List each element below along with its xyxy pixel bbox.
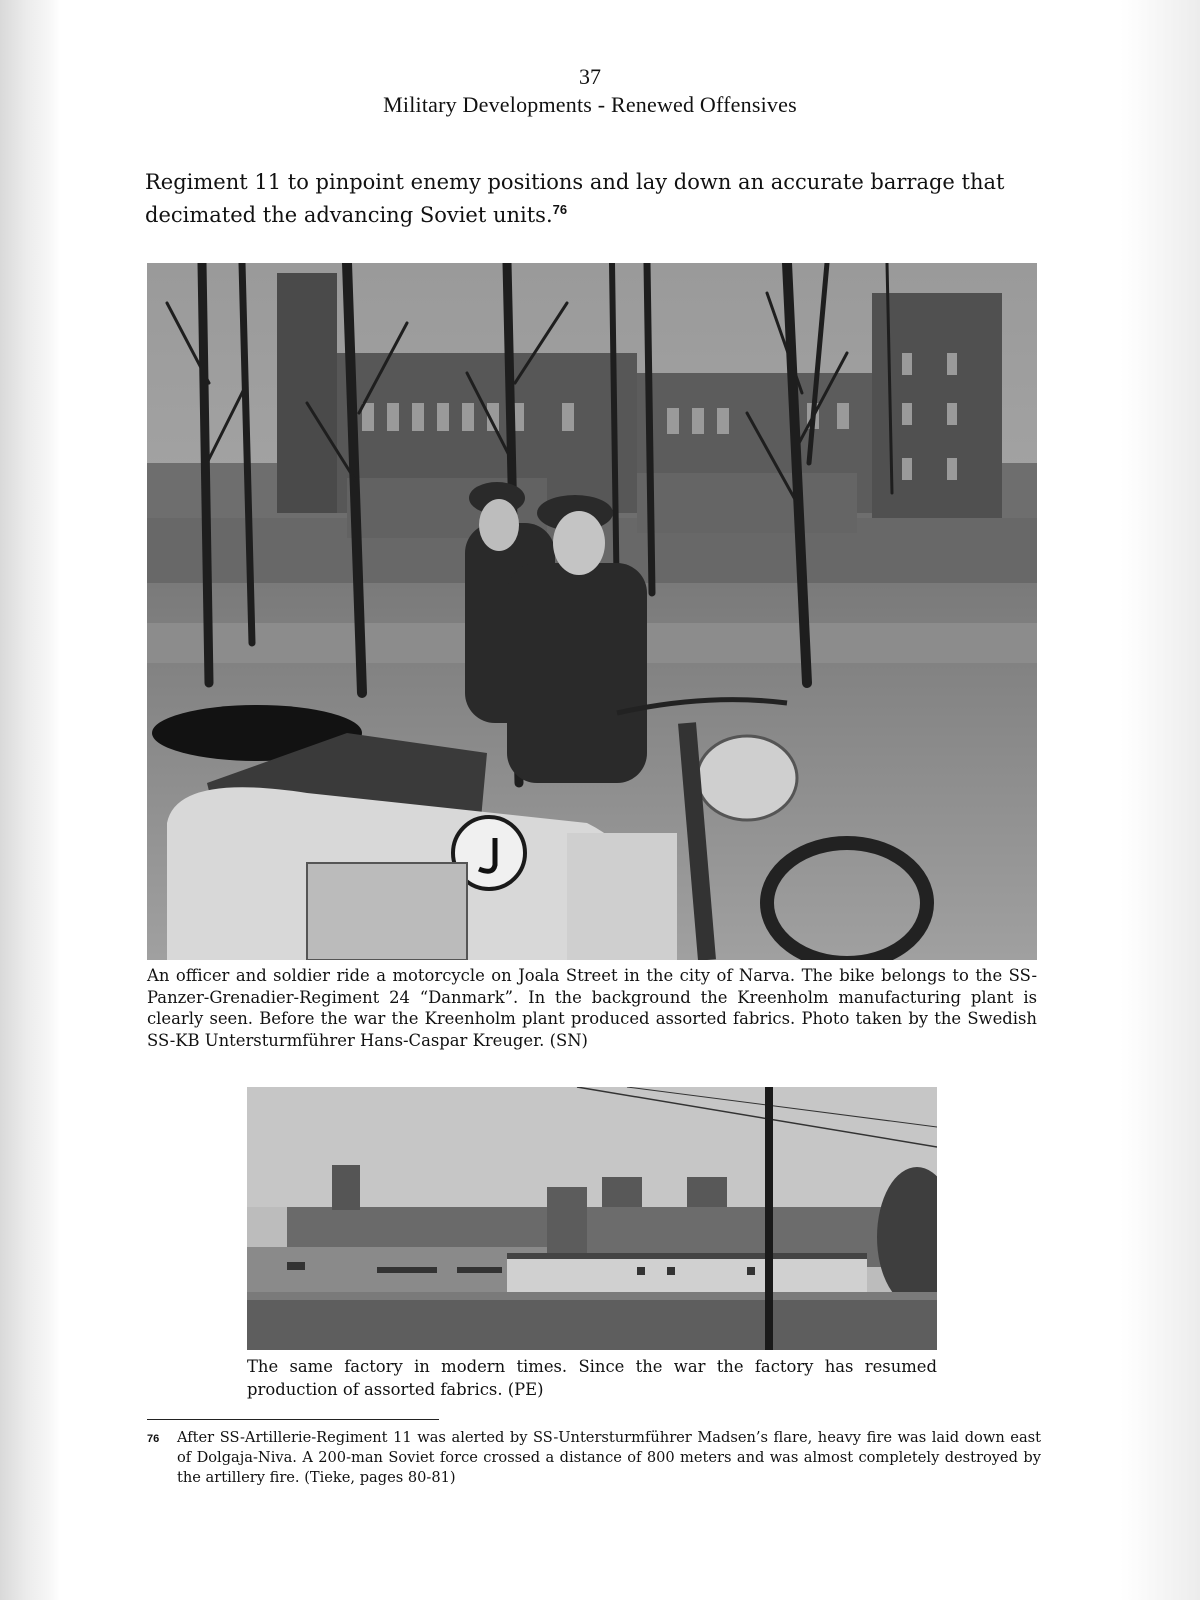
photo-factory-modern-image [247, 1087, 937, 1350]
footnote-text: After SS-Artillerie-Regiment 11 was alerted by SS-Untersturmführer Madsen’s flare, heavy fire was laid down east of Dolgaja-Niva. A 200-man Soviet force crossed a distance of 800 meters and was almost completely destroyed by the artillery fire. (Tieke, pages 80-81) [177, 1429, 1041, 1486]
footnote-rule [147, 1419, 439, 1420]
footnote [147, 1428, 1041, 1488]
photo-factory-caption: The same factory in modern times. Since the war the factory has resumed production of assorted fabrics. (PE) [247, 1357, 937, 1399]
footnote-number: 76 [147, 1433, 160, 1445]
body-paragraph-text: Regiment 11 to pinpoint enemy positions and lay down an accurate barrage that decimated the advancing Soviet units. [145, 170, 1005, 227]
photo-motorcycle-narva [147, 263, 1037, 960]
page-number: 37 [579, 64, 601, 89]
photo-factory-modern [247, 1087, 937, 1350]
photo-motorcycle-narva-image [147, 263, 1037, 960]
scan-edge-left [0, 0, 60, 1600]
footnote-reference: 76 [552, 202, 568, 217]
running-head: Military Developments - Renewed Offensives [383, 92, 797, 117]
body-paragraph [145, 166, 1045, 232]
photo-motorcycle-caption: An officer and soldier ride a motorcycle on Joala Street in the city of Narva. The bike belongs to the SS-Panzer-Grenadier-Regiment 24 “Danmark”. In the background the Kreenholm manufacturing plant is clearly seen. Before the war the Kreenholm plant produced assorted fabrics. Photo taken by the Swedish SS-KB Untersturmführer Hans-Caspar Kreuger. (SN) [147, 966, 1037, 1050]
scan-edge-right [1120, 0, 1200, 1600]
